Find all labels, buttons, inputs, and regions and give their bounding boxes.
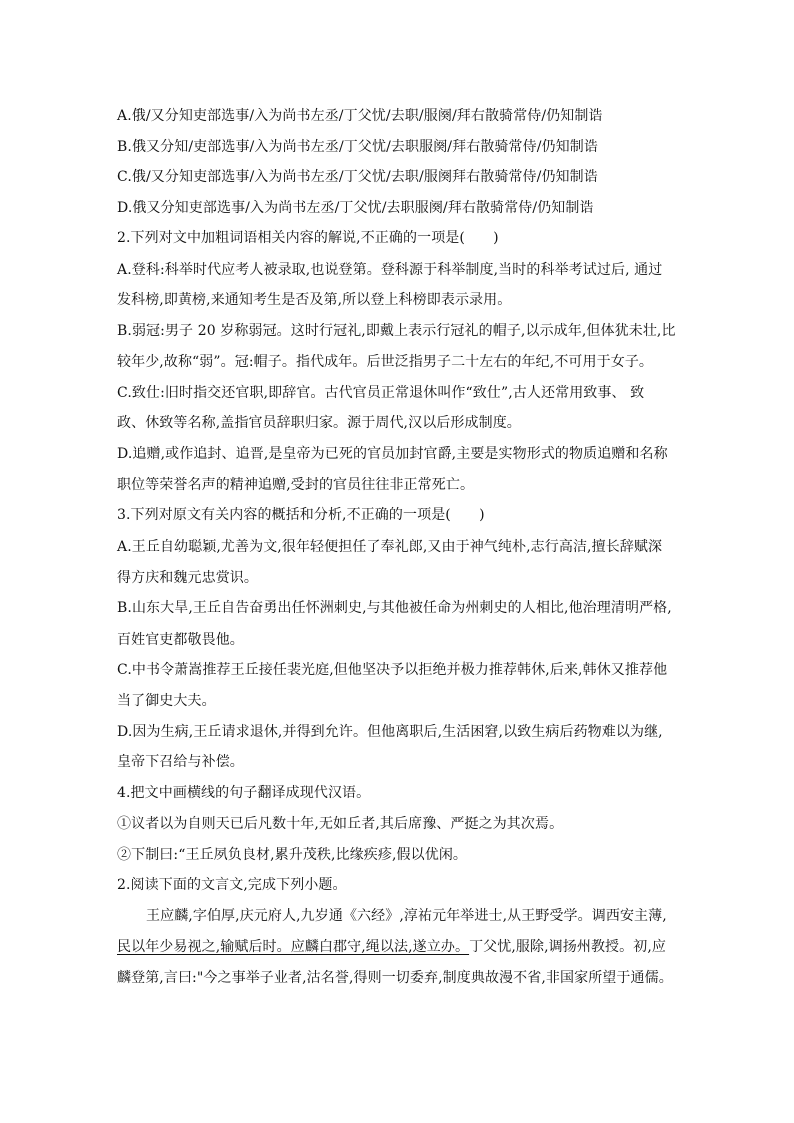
q2-option-a-line1: A.登科:科举时代应考人被录取,也说登第。登科源于科举制度,当时的科举考试过后, 通过 xyxy=(117,262,663,278)
q2-option-c-line2: 政、休致等名称,盖指官员辞职归家。源于周代,汉以后形成制度。 xyxy=(117,415,521,431)
q4-sentence-2: ②下制曰:“王丘夙负良材,累升茂秩,比缘疾疹,假以优闲。 xyxy=(117,847,468,863)
q3-option-d-line1: D.因为生病,王丘请求退休,并得到允许。但他离职后,生活困窘,以致生病后药物难以为继, xyxy=(117,724,663,740)
q2-stem: 2.下列对文中加粗词语相关内容的解说,不正确的一项是( ) xyxy=(117,230,499,246)
q3-option-b-line1: B.山东大旱,王丘自告奋勇出任怀洲刺史,与其他被任命为州刺史的人相比,他治理清明严格, xyxy=(117,600,672,616)
q2-option-a-line2: 发科榜,即黄榜,来通知考生是否及第,所以登上科榜即表示录用。 xyxy=(117,292,512,308)
q1-option-c: C.俄/又分知吏部选事/入为尚书左丞/丁父忧/去职/服阕拜右散骑常侍/仍知制诰 xyxy=(117,169,598,185)
q3-option-b-line2: 百姓官吏都敬畏他。 xyxy=(117,632,244,648)
passage-line-2 xyxy=(117,937,666,957)
q2-option-d-line2: 职位等荣誉名声的精神追赠,受封的官员往往非正常死亡。 xyxy=(117,477,475,493)
q3-option-a-line1: A.王丘自幼聪颖,尤善为文,很年轻便担任了奉礼郎,又由于神气纯朴,志行高洁,擅长辞赋深 xyxy=(117,539,663,555)
q3-option-a-line2: 得方庆和魏元忠赏识。 xyxy=(117,570,258,586)
passage-line-3: 麟登第,言曰:"今之事举子业者,沽名誉,得则一切委弃,制度典故漫不省,非国家所望于通儒。 xyxy=(117,970,673,986)
passage-line-1: 王应麟,字伯厚,庆元府人,九岁通《六经》,淳祐元年举进士,从王野受学。调西安主薄, xyxy=(146,908,667,924)
q1-option-b: B.俄又分知/吏部选事/入为尚书左丞/丁父忧/去职服阕/拜右散骑常侍/仍知制诰 xyxy=(117,139,598,155)
q1-option-a: A.俄/又分知吏部选事/入为尚书左丞/丁父忧/去职/服阕/拜右散骑常侍/仍知制诰 xyxy=(117,108,603,124)
q4-sentence-1: ①议者以为自则天已后凡数十年,无如丘者,其后席豫、严挺之为其次焉。 xyxy=(117,816,564,832)
q3-stem: 3.下列对原文有关内容的概括和分析,不正确的一项是( ) xyxy=(117,507,485,523)
q4-stem: 4.把文中画横线的句子翻译成现代汉语。 xyxy=(117,785,371,801)
q2-option-b-line1: B.弱冠:男子 20 岁称弱冠。这时行冠礼,即戴上表示行冠礼的帽子,以示成年,但体犹未壮,比 xyxy=(117,323,676,339)
q3-option-c-line1: C.中书令萧嵩推荐王丘接任裴光庭,但他坚决予以拒绝并极力推荐韩休,后来,韩休又推荐他 xyxy=(117,662,668,678)
q3-option-c-line2: 当了御史大夫。 xyxy=(117,693,216,709)
q3-option-d-line2: 皇帝下召给与补偿。 xyxy=(117,754,244,770)
passage-line-2-rest: 丁父忧,服除,调扬州教授。初,应 xyxy=(469,939,667,955)
section2-heading: 2.阅读下面的文言文,完成下列小题。 xyxy=(117,877,347,893)
underlined-sentence: 民以年少易视之,输赋后时。应麟白郡守,绳以法,遂立办。 xyxy=(117,939,470,955)
q2-option-d-line1: D.追赠,或作追封、追晋,是皇帝为已死的官员加封官爵,主要是实物形式的物质追赠和名称 xyxy=(117,446,668,462)
q2-option-c-line1: C.致仕:旧时指交还官职,即辞官。古代官员正常退休叫作“致仕”,古人还常用致事、 致 xyxy=(117,385,645,401)
q1-option-d: D.俄又分知吏部选事/入为尚书左丞/丁父忧/去职服阕/拜右散骑常侍/仍知制诰 xyxy=(117,200,594,216)
q2-option-b-line2: 较年少,故称“弱”。冠:帽子。指代成年。后世泛指男子二十左右的年纪,不可用于女子。 xyxy=(117,354,654,370)
